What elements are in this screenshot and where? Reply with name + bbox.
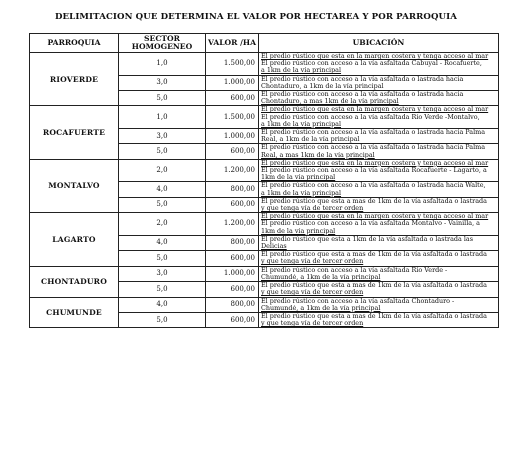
sector-cell: 2,0 [119, 159, 206, 182]
ubicacion-cell [259, 197, 499, 212]
sector-cell: 4,0 [119, 182, 206, 197]
sector-cell: 5,0 [119, 251, 206, 266]
sector-cell: 4,0 [119, 235, 206, 250]
ubicacion-line: y que tenga vía de tercer orden [261, 320, 364, 328]
valor-cell: 1.200,00 [206, 213, 259, 236]
valor-cell: 600,00 [206, 144, 259, 159]
ubicacion-line: El predio rústico que esta en la margen costera y tenga acceso al mar [261, 106, 489, 114]
valor-cell: 800,00 [206, 235, 259, 250]
parroquia-cell: LAGARTO [30, 213, 119, 266]
valuation-table [29, 33, 499, 328]
parroquia-cell: CHONTADURO [30, 266, 119, 297]
ubicacion-cell [259, 312, 499, 327]
ubicacion-line: El predio rústico con acceso a la vía asfaltada Montalvo - Vainilla, a [261, 220, 480, 228]
sector-cell: 4,0 [119, 297, 206, 312]
ubicacion-cell [259, 251, 499, 266]
table-row [30, 159, 499, 182]
sector-cell: 5,0 [119, 197, 206, 212]
valor-cell: 1.500,00 [206, 106, 259, 129]
valor-cell: 1.000,00 [206, 266, 259, 281]
ubicacion-cell [259, 159, 499, 182]
ubicacion-cell [259, 129, 499, 144]
ubicacion-line: Real, a 1km de la vía principal [261, 136, 360, 144]
table-row [30, 106, 499, 129]
ubicacion-line: El predio rústico que esta a mas de 1km de la vía asfaltada o lastrada [261, 197, 487, 205]
header-row [30, 34, 499, 53]
ubicacion-line: a 1km de la vía principal [261, 189, 342, 197]
ubicacion-cell [259, 266, 499, 281]
sector-cell: 3,0 [119, 75, 206, 90]
ubicacion-cell [259, 106, 499, 129]
table-row [30, 297, 499, 312]
ubicacion-line: a 1km de la vía principal [261, 67, 342, 75]
valor-cell: 1.500,00 [206, 53, 259, 76]
ubicacion-cell [259, 91, 499, 106]
ubicacion-line: Delicias [261, 243, 287, 251]
ubicacion-line: y que tenga vía de tercer orden [261, 258, 364, 266]
ubicacion-cell [259, 182, 499, 197]
sector-cell: 5,0 [119, 91, 206, 106]
ubicacion-cell [259, 213, 499, 236]
ubicacion-cell [259, 53, 499, 76]
parroquia-cell: CHUMUNDE [30, 297, 119, 328]
sector-cell: 5,0 [119, 282, 206, 297]
table-body [30, 53, 499, 328]
sector-cell: 1,0 [119, 53, 206, 76]
table-row [30, 53, 499, 76]
document-title: DELIMITACION QUE DETERMINA EL VALOR POR HECTAREA Y POR PARROQUIA [54, 12, 458, 22]
valor-cell: 600,00 [206, 197, 259, 212]
ubicacion-line: El predio rústico con acceso a la vía asfaltada Río Verde - [261, 266, 448, 274]
ubicacion-line: Chumundé, a 1km de la vía principal [261, 273, 381, 281]
valor-cell: 600,00 [206, 312, 259, 327]
ubicacion-line: El predio rústico con acceso a la vía asfaltada o lastrada hacia [261, 91, 464, 99]
ubicacion-line: El predio rústico con acceso a la vía asfaltada o lastrada hacia Palma [261, 129, 486, 137]
valor-cell: 600,00 [206, 91, 259, 106]
valor-cell: 600,00 [206, 251, 259, 266]
ubicacion-cell [259, 282, 499, 297]
ubicacion-line: El predio rústico que esta en la margen costera y tenga acceso al mar [261, 159, 489, 167]
ubicacion-line: El predio rústico con acceso a la vía asfaltada o lastrada hacia Walte, [261, 182, 486, 190]
sector-cell: 3,0 [119, 129, 206, 144]
valor-cell: 1.000,00 [206, 75, 259, 90]
sector-cell: 2,0 [119, 213, 206, 236]
ubicacion-line: El predio rústico que esta a 1km de la vía asfaltada o lastrada las [261, 235, 473, 243]
sector-cell: 5,0 [119, 144, 206, 159]
valor-cell: 800,00 [206, 297, 259, 312]
ubicacion-cell [259, 297, 499, 312]
valor-cell: 800,00 [206, 182, 259, 197]
ubicacion-cell [259, 75, 499, 90]
ubicacion-cell [259, 144, 499, 159]
ubicacion-line: El predio rústico con acceso a la vía asfaltada Cabuyal - Rocafuerte, [261, 60, 482, 68]
valor-cell: 600,00 [206, 282, 259, 297]
valor-cell: 1.200,00 [206, 159, 259, 182]
ubicacion-line: Chontaduro, a mas 1km de la vía principal [261, 98, 399, 106]
ubicacion-line: y que tenga vía de tercer orden [261, 205, 364, 213]
header-ubicacion: UBICACIÓN [259, 34, 499, 53]
ubicacion-line: a 1km de la vía principal [261, 120, 342, 128]
ubicacion-line: El predio rústico que esta en la margen costera y tenga acceso al mar [261, 213, 489, 221]
ubicacion-line: Real, a mas 1km de la vía principal [261, 151, 375, 159]
ubicacion-line: El predio rústico con acceso a la vía asfaltada o lastrada hacia Palma [261, 144, 486, 152]
parroquia-cell: RIOVERDE [30, 53, 119, 106]
ubicacion-line: El predio rústico que esta a mas de 1km de la vía asfaltada o lastrada [261, 312, 487, 320]
ubicacion-line: El predio rústico con acceso a la vía asfaltada Río Verde -Montalvo, [261, 113, 480, 121]
header-parroquia: PARROQUIA [30, 34, 119, 53]
ubicacion-line: Chumundé, a 1km de la vía principal [261, 304, 381, 312]
ubicacion-line: El predio rústico con acceso a la vía asfaltada Chontaduro - [261, 297, 455, 305]
header-sector: SECTOR HOMOGENEO [119, 34, 206, 53]
ubicacion-line: Chontaduro, a 1km de la vía principal [261, 82, 384, 90]
ubicacion-line: El predio rústico con acceso a la vía asfaltada Rocafuerte - Lagarto, a [261, 167, 487, 175]
header-valor: VALOR /HA [206, 34, 259, 53]
table-row [30, 213, 499, 236]
ubicacion-line: El predio rústico que esta a mas de 1km de la vía asfaltada o lastrada [261, 251, 487, 259]
parroquia-cell: ROCAFUERTE [30, 106, 119, 159]
valor-cell: 1.000,00 [206, 129, 259, 144]
ubicacion-line: 1km de la vía principal [261, 174, 336, 182]
ubicacion-line: y que tenga vía de tercer orden [261, 289, 364, 297]
ubicacion-line: El predio rústico con acceso a la vía asfaltada o lastrada hacia [261, 75, 464, 83]
ubicacion-line: El predio rústico que esta a mas de 1km de la vía asfaltada o lastrada [261, 282, 487, 290]
ubicacion-line: El predio rústico que esta en la margen costera y tenga acceso al mar [261, 53, 489, 60]
sector-cell: 5,0 [119, 312, 206, 327]
table-row [30, 266, 499, 281]
parroquia-cell: MONTALVO [30, 159, 119, 212]
ubicacion-cell [259, 235, 499, 250]
sector-cell: 1,0 [119, 106, 206, 129]
sector-cell: 3,0 [119, 266, 206, 281]
ubicacion-line: 1km de la vía principal [261, 227, 336, 235]
